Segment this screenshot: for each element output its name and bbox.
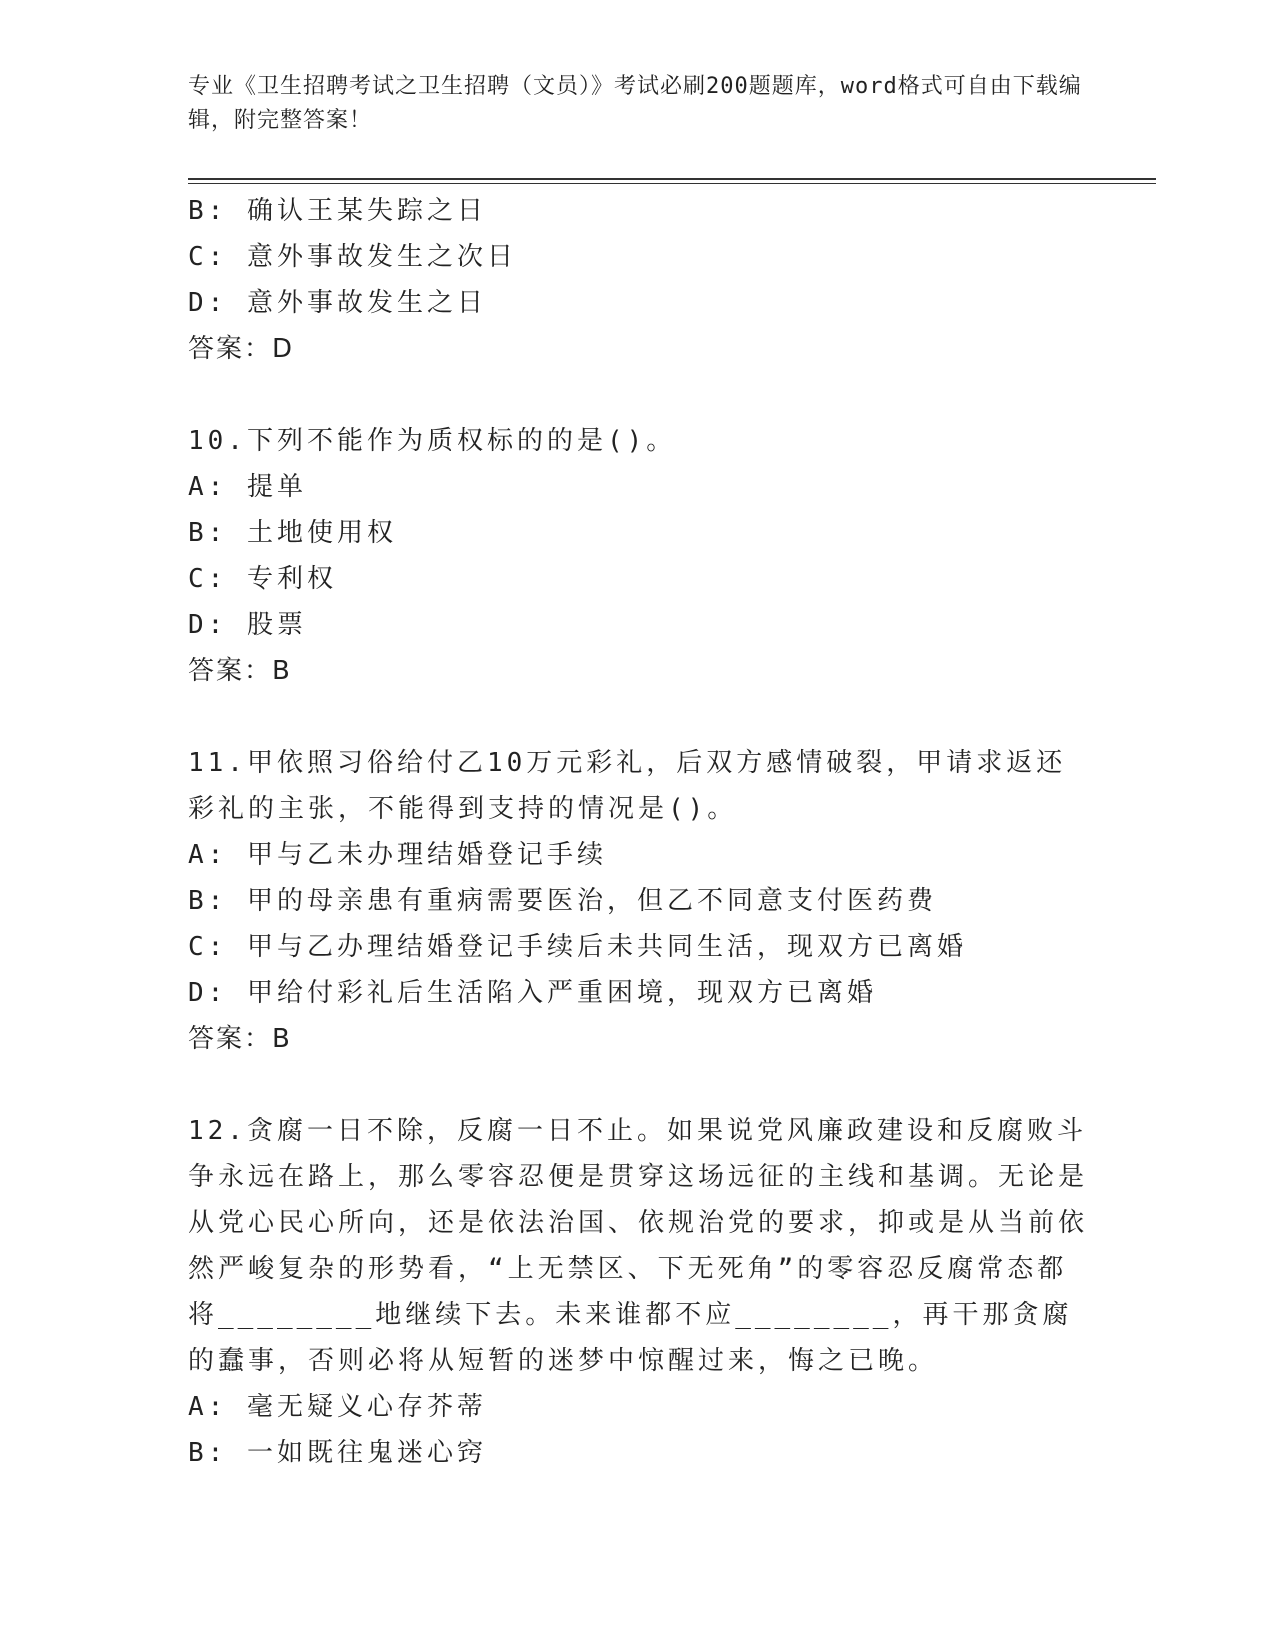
option-text: 土地使用权	[246, 518, 397, 548]
option-b	[188, 878, 1088, 924]
question-12	[188, 1108, 1088, 1476]
option-label: C:	[188, 242, 228, 272]
option-d	[188, 280, 1088, 326]
option-text: 专利权	[246, 564, 337, 594]
answer-line: 答案：D	[188, 334, 295, 364]
question-10	[188, 418, 1088, 694]
option-text: 提单	[246, 472, 307, 502]
option-text: 甲给付彩礼后生活陷入严重困境，现双方已离婚	[246, 978, 877, 1008]
option-d	[188, 970, 1088, 1016]
answer-line: 答案：B	[188, 656, 292, 686]
option-label: C:	[188, 564, 228, 594]
option-c	[188, 924, 1088, 970]
option-c	[188, 556, 1088, 602]
option-label: B:	[188, 518, 228, 548]
option-text: 意外事故发生之日	[246, 288, 487, 318]
question-text: 10.下列不能作为质权标的的是()。	[188, 426, 677, 456]
question-9-tail	[188, 188, 1088, 372]
option-b	[188, 510, 1088, 556]
option-b	[188, 1430, 1088, 1476]
option-label: D:	[188, 978, 228, 1008]
option-text: 股票	[246, 610, 307, 640]
option-label: D:	[188, 288, 228, 318]
option-label: A:	[188, 840, 228, 870]
question-11	[188, 740, 1088, 1062]
header-divider-thin	[188, 183, 1156, 184]
option-text: 甲的母亲患有重病需要医治，但乙不同意支付医药费	[246, 886, 937, 916]
option-label: A:	[188, 472, 228, 502]
option-text: 意外事故发生之次日	[246, 242, 517, 272]
option-a	[188, 1384, 1088, 1430]
option-text: 确认王某失踪之日	[246, 196, 487, 226]
option-text: 一如既往鬼迷心窍	[246, 1438, 487, 1468]
option-c	[188, 234, 1088, 280]
question-text: 12.贪腐一日不除，反腐一日不止。如果说党风廉政建设和反腐败斗争永远在路上，那么零容忍便是贯穿这场远征的主线和基调。无论是从党心民心所向，还是依法治国、依规治党的要求，抑或是从当前依然严峻复杂的形势看，“上无禁区、下无死角”的零容忍反腐常态都将________地继续下去。未来谁都不应________，再干那贪腐的蠢事，否则必将从短暂的迷梦中惊醒过来，悔之已晚。	[188, 1116, 1089, 1376]
option-label: D:	[188, 610, 228, 640]
option-a	[188, 464, 1088, 510]
option-text: 甲与乙办理结婚登记手续后未共同生活，现双方已离婚	[246, 932, 967, 962]
document-header-title: 专业《卫生招聘考试之卫生招聘（文员）》考试必刷200题题库，word格式可自由下载编辑，附完整答案！	[188, 74, 1082, 133]
option-a	[188, 832, 1088, 878]
option-label: C:	[188, 932, 228, 962]
option-label: A:	[188, 1392, 228, 1422]
option-label: B:	[188, 886, 228, 916]
answer-line: 答案：B	[188, 1024, 292, 1054]
option-label: B:	[188, 196, 228, 226]
option-d	[188, 602, 1088, 648]
option-text: 甲与乙未办理结婚登记手续	[246, 840, 607, 870]
question-text: 11.甲依照习俗给付乙10万元彩礼，后双方感情破裂，甲请求返还彩礼的主张，不能得到支持的情况是()。	[188, 748, 1067, 824]
option-label: B:	[188, 1438, 228, 1468]
option-text: 毫无疑义心存芥蒂	[246, 1392, 487, 1422]
header-divider-thick	[188, 178, 1156, 180]
question-content	[188, 188, 1088, 1476]
option-b	[188, 188, 1088, 234]
